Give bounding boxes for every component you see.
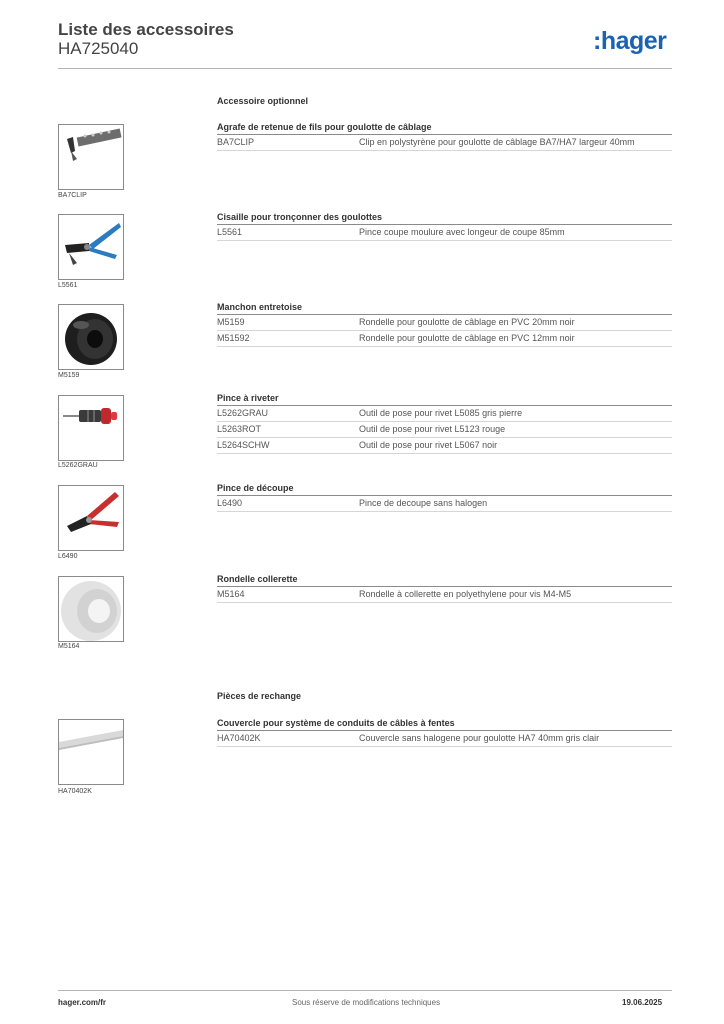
cutting-pliers-icon [58,485,124,551]
table-row [217,225,672,241]
table-row [217,331,672,347]
product-description: Rondelle pour goulotte de câblage en PVC 12mm noir [359,333,575,343]
product-code: M5164 [217,589,245,599]
table-row [217,731,672,747]
product-code: M5159 [217,317,245,327]
shears-icon [58,214,124,280]
table-row [217,135,672,151]
section-title-optional: Accessoire optionnel [217,96,309,106]
product-code: HA70402K [217,733,261,743]
product-description: Pince de decoupe sans halogen [359,498,488,508]
table-row [217,406,672,422]
product-description: Outil de pose pour rivet L5123 rouge [359,424,506,434]
image-label: M5159 [58,372,80,379]
header-divider [58,68,672,69]
accessory-group [217,212,672,241]
product-description: Outil de pose pour rivet L5067 noir [359,440,498,450]
image-label: BA7CLIP [58,192,87,199]
image-label: L6490 [58,553,78,560]
product-code: L5263ROT [217,424,262,434]
accessory-group [217,122,672,151]
product-code: L5264SCHW [217,440,270,450]
product-code: L5262GRAU [217,408,269,418]
accessory-group [217,483,672,512]
product-code: L6490 [217,498,243,508]
group-title: Manchon entretoise [217,302,672,315]
product-reference: HA725040 [58,39,139,58]
sleeve-icon [58,304,124,370]
product-code: L5561 [217,227,243,237]
group-title: Pince de découpe [217,483,672,496]
page-title: Liste des accessoires [58,20,234,39]
product-description: Rondelle pour goulotte de câblage en PVC 20mm noir [359,317,575,327]
product-description: Outil de pose pour rivet L5085 gris pierre [359,408,523,418]
image-label: L5262GRAU [58,462,98,469]
group-title: Cisaille pour tronçonner des goulottes [217,212,672,225]
cover-strip-icon [58,719,124,785]
accessory-group [217,302,672,347]
flange-washer-icon [58,576,124,642]
section-title-spare: Pièces de rechange [217,691,302,701]
footer-date: 19.06.2025 [622,998,663,1007]
rivet-tool-icon [58,395,124,461]
footer-divider [58,990,672,991]
product-description: Couvercle sans halogene pour goulotte HA7 40mm gris clair [359,733,600,743]
product-code: BA7CLIP [217,137,255,147]
footer-notice: Sous réserve de modifications techniques [292,998,441,1007]
group-title: Rondelle collerette [217,574,672,587]
group-title: Couvercle pour système de conduits de câbles à fentes [217,718,672,731]
image-label: M5164 [58,643,80,650]
group-title: Agrafe de retenue de fils pour goulotte de câblage [217,122,672,135]
table-row [217,587,672,603]
accessory-group [217,393,672,454]
image-label: HA70402K [58,788,92,795]
footer-website[interactable]: hager.com/fr [58,998,107,1007]
hager-logo: :hager [593,27,667,55]
table-row [217,315,672,331]
product-description: Clip en polystyrène pour goulotte de câblage BA7/HA7 largeur 40mm [359,137,635,147]
product-description: Rondelle à collerette en polyethylene pour vis M4-M5 [359,589,572,599]
table-row [217,438,672,454]
wire-clip-icon [58,124,124,190]
product-code: M51592 [217,333,250,343]
table-row [217,422,672,438]
accessory-group [217,718,672,747]
accessory-group [217,574,672,603]
image-label: L5561 [58,282,78,289]
product-description: Pince coupe moulure avec longeur de coupe 85mm [359,227,565,237]
table-row [217,496,672,512]
group-title: Pince à riveter [217,393,672,406]
